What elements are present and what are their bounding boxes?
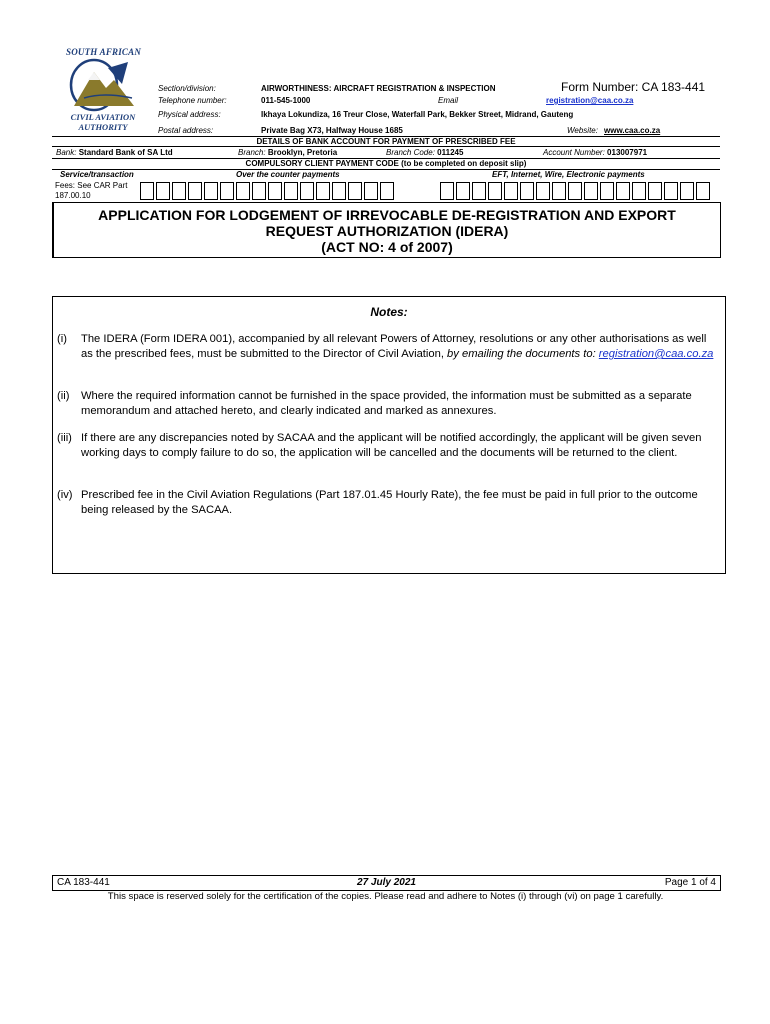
note-text-a: The IDERA (Form IDERA 001), accompanied by all relevant Powers of Attorney, resolutions or any other authorisations as well as the prescribed fees, must be submitted to the Director of Civil Aviation,	[81, 333, 707, 360]
branch-value: Brooklyn, Pretoria	[267, 148, 338, 157]
counter-payment-code-boxes	[140, 182, 396, 200]
code-box[interactable]	[300, 182, 314, 200]
code-box[interactable]	[632, 182, 646, 200]
bank-name	[56, 148, 173, 157]
code-box[interactable]	[440, 182, 454, 200]
code-box[interactable]	[584, 182, 598, 200]
code-box[interactable]	[696, 182, 710, 200]
eft-payments-label: EFT, Internet, Wire, Electronic payments	[492, 170, 645, 179]
code-box[interactable]	[648, 182, 662, 200]
code-box[interactable]	[680, 182, 694, 200]
telephone-label: Telephone number:	[158, 96, 227, 105]
section-value: AIRWORTHINESS: AIRCRAFT REGISTRATION & INSPECTION	[261, 84, 496, 93]
note-text: Prescribed fee in the Civil Aviation Regulations (Part 187.01.45 Hourly Rate), the fee must be paid in full prior to the outcome being released by the SACAA.	[81, 489, 698, 516]
physical-address-label: Physical address:	[158, 110, 221, 119]
counter-payments-label: Over the counter payments	[236, 170, 340, 179]
footer-box	[52, 875, 721, 891]
footer-page-number: Page 1 of 4	[664, 877, 716, 888]
bank-details-heading: DETAILS OF BANK ACCOUNT FOR PAYMENT OF PRESCRIBED FEE	[256, 137, 516, 146]
code-box[interactable]	[140, 182, 154, 200]
code-box[interactable]	[220, 182, 234, 200]
footer-certification-note: This space is reserved solely for the certification of the copies. Please read and adhere to Notes (i) through (vi) on page 1 carefully.	[107, 891, 664, 902]
bank-label: Bank:	[56, 148, 77, 157]
code-box[interactable]	[316, 182, 330, 200]
eft-payment-code-boxes	[440, 182, 712, 200]
physical-address-value: Ikhaya Lokundiza, 16 Treur Close, Waterfall Park, Bekker Street, Midrand, Gauteng	[261, 110, 574, 119]
note-text	[81, 332, 721, 362]
logo-top-text: SOUTH AFRICAN	[66, 47, 142, 57]
code-box[interactable]	[600, 182, 614, 200]
fees-line2: 187.00.10	[55, 191, 91, 200]
divider	[52, 146, 720, 147]
notes-heading: Notes:	[370, 305, 408, 319]
code-box[interactable]	[488, 182, 502, 200]
telephone-value: 011-545-1000	[261, 96, 311, 105]
service-transaction-label: Service/transaction	[60, 170, 134, 179]
code-box[interactable]	[268, 182, 282, 200]
footer-date: 27 July 2021	[357, 877, 416, 888]
note-email-link[interactable]: registration@caa.co.za	[598, 348, 714, 360]
footer-form-code: CA 183-441	[57, 877, 110, 888]
note-number: (ii)	[57, 390, 70, 402]
code-box[interactable]	[568, 182, 582, 200]
branch-label: Branch:	[238, 148, 266, 157]
code-box[interactable]	[552, 182, 566, 200]
note-text: Where the required information cannot be furnished in the space provided, the information must be submitted as a separate memorandum and attached hereto, and clearly indicated and marked as annexures.	[81, 390, 692, 417]
code-box[interactable]	[252, 182, 266, 200]
payment-code-heading: COMPULSORY CLIENT PAYMENT CODE (to be completed on deposit slip)	[245, 159, 527, 168]
email-label: Email	[438, 96, 459, 105]
code-box[interactable]	[188, 182, 202, 200]
logo-bottom-line2: AUTHORITY	[78, 122, 128, 132]
branch-info	[238, 148, 337, 157]
code-box[interactable]	[364, 182, 378, 200]
fees-reference	[55, 181, 127, 201]
code-box[interactable]	[284, 182, 298, 200]
form-title-line3: (ACT NO: 4 of 2007)	[321, 239, 453, 255]
note-number: (iv)	[57, 489, 73, 501]
branch-code	[386, 148, 463, 157]
code-box[interactable]	[236, 182, 250, 200]
note-text: If there are any discrepancies noted by SACAA and the applicant will be notified accordingly, the applicant will be given seven working days to comply failure to do so, the application will be cancelled and the documents will be returned to the client.	[81, 432, 702, 459]
logo-bottom-line1: CIVIL AVIATION	[70, 112, 136, 122]
notes-box	[52, 296, 726, 574]
section-label: Section/division:	[158, 84, 216, 93]
account-number	[543, 148, 647, 157]
code-box[interactable]	[664, 182, 678, 200]
code-box[interactable]	[204, 182, 218, 200]
postal-address-value: Private Bag X73, Halfway House 1685	[261, 126, 403, 135]
form-title-line2: REQUEST AUTHORIZATION (IDERA)	[265, 223, 509, 239]
branch-code-label: Branch Code:	[386, 148, 435, 157]
code-box[interactable]	[348, 182, 362, 200]
note-number: (i)	[57, 333, 67, 345]
code-box[interactable]	[456, 182, 470, 200]
website-link[interactable]: www.caa.co.za	[604, 126, 661, 135]
form-title-box	[52, 202, 721, 258]
fees-line1: Fees: See CAR Part	[55, 181, 128, 190]
code-box[interactable]	[172, 182, 186, 200]
code-box[interactable]	[332, 182, 346, 200]
bank-value: Standard Bank of SA Ltd	[78, 148, 173, 157]
note-number: (iii)	[57, 432, 72, 444]
code-box[interactable]	[616, 182, 630, 200]
code-box[interactable]	[504, 182, 518, 200]
form-title-line1: APPLICATION FOR LODGEMENT OF IRREVOCABLE DE-REGISTRATION AND EXPORT	[98, 207, 676, 223]
code-box[interactable]	[156, 182, 170, 200]
note-text-b: by emailing the documents to:	[447, 348, 596, 360]
logo-bottom-text	[66, 112, 140, 132]
code-box[interactable]	[536, 182, 550, 200]
code-box[interactable]	[380, 182, 394, 200]
form-number: Form Number: CA 183-441	[561, 80, 706, 94]
code-box[interactable]	[472, 182, 486, 200]
account-number-label: Account Number:	[543, 148, 605, 157]
branch-code-value: 011245	[437, 148, 464, 157]
account-number-value: 013007971	[607, 148, 648, 157]
email-link[interactable]: registration@caa.co.za	[546, 96, 634, 105]
website-label: Website:	[567, 126, 598, 135]
code-box[interactable]	[520, 182, 534, 200]
postal-address-label: Postal address:	[158, 126, 214, 135]
caa-emblem-icon	[64, 58, 142, 112]
